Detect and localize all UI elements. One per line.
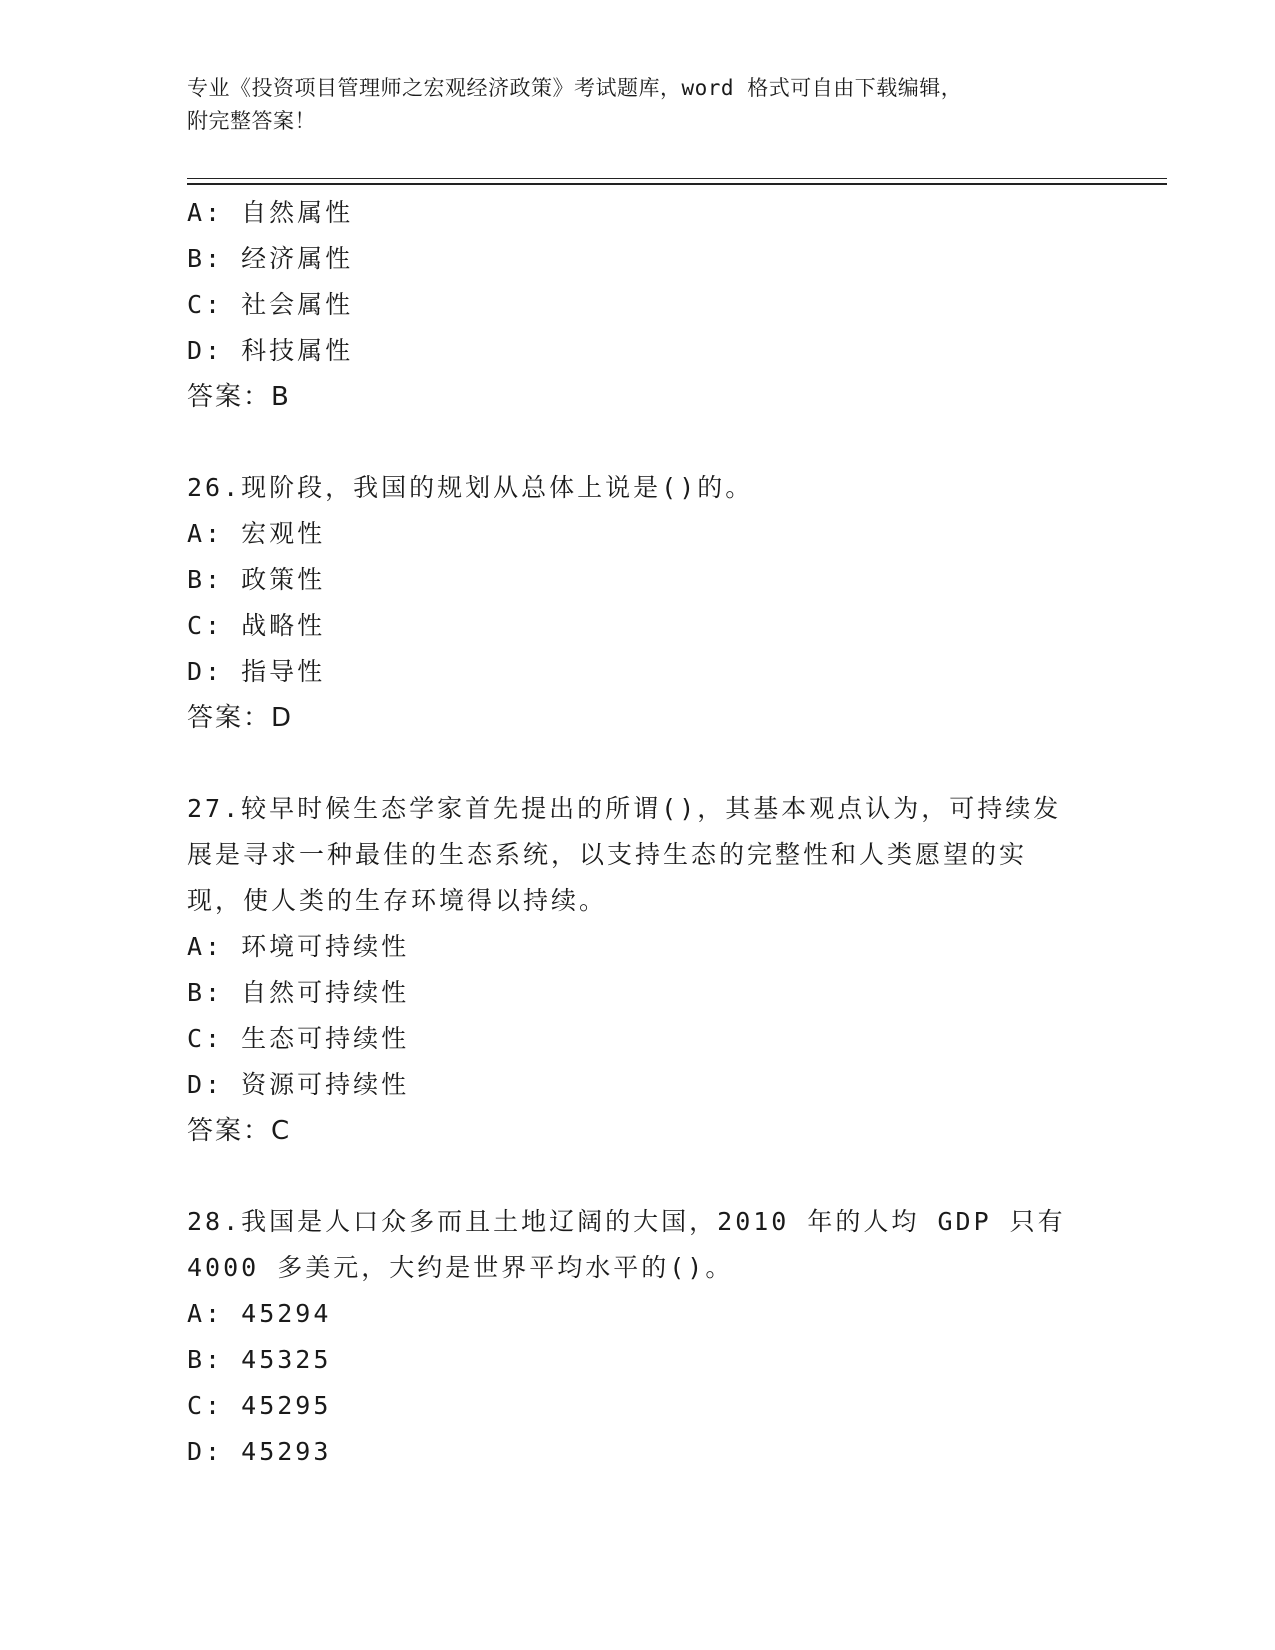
answer-label: 答案：C [187,1116,292,1146]
header-divider [187,178,1167,179]
option-d: D: 45293 [187,1437,332,1466]
question-stem-line-1: 28.我国是人口众多而且土地辽阔的大国，2010 年的人均 GDP 只有 [187,1207,1066,1236]
option-b: B: 45325 [187,1345,332,1374]
option-c: C: 战略性 [187,611,326,640]
question-28 [187,1199,1087,1475]
document-header [187,72,1167,138]
question-26 [187,465,1087,741]
option-d: D: 科技属性 [187,336,354,365]
option-c: C: 45295 [187,1391,332,1420]
question-25 [187,190,1087,420]
option-d: D: 指导性 [187,657,326,686]
header-divider-thick [187,183,1167,185]
option-b: B: 自然可持续性 [187,978,410,1007]
option-b: B: 政策性 [187,565,326,594]
question-stem: 26.现阶段，我国的规划从总体上说是()的。 [187,473,754,502]
option-d: D: 资源可持续性 [187,1070,410,1099]
answer-label: 答案：D [187,703,294,733]
question-27 [187,786,1087,1154]
option-c: C: 生态可持续性 [187,1024,410,1053]
header-line-1: 专业《投资项目管理师之宏观经济政策》考试题库，word 格式可自由下载编辑， [187,76,963,100]
option-c: C: 社会属性 [187,290,354,319]
question-stem-line-2: 展是寻求一种最佳的生态系统，以支持生态的完整性和人类愿望的实 [187,840,1028,869]
option-a: A: 环境可持续性 [187,932,410,961]
option-a: A: 45294 [187,1299,332,1328]
option-a: A: 自然属性 [187,198,354,227]
option-a: A: 宏观性 [187,519,326,548]
header-line-2: 附完整答案！ [187,109,316,133]
question-stem-line-1: 27.较早时候生态学家首先提出的所谓()，其基本观点认为，可持续发 [187,794,1062,823]
question-list [187,190,1087,1475]
answer-label: 答案：B [187,382,291,412]
option-b: B: 经济属性 [187,244,354,273]
question-stem-line-2: 4000 多美元，大约是世界平均水平的()。 [187,1253,734,1282]
question-stem-line-3: 现，使人类的生存环境得以持续。 [187,886,608,915]
